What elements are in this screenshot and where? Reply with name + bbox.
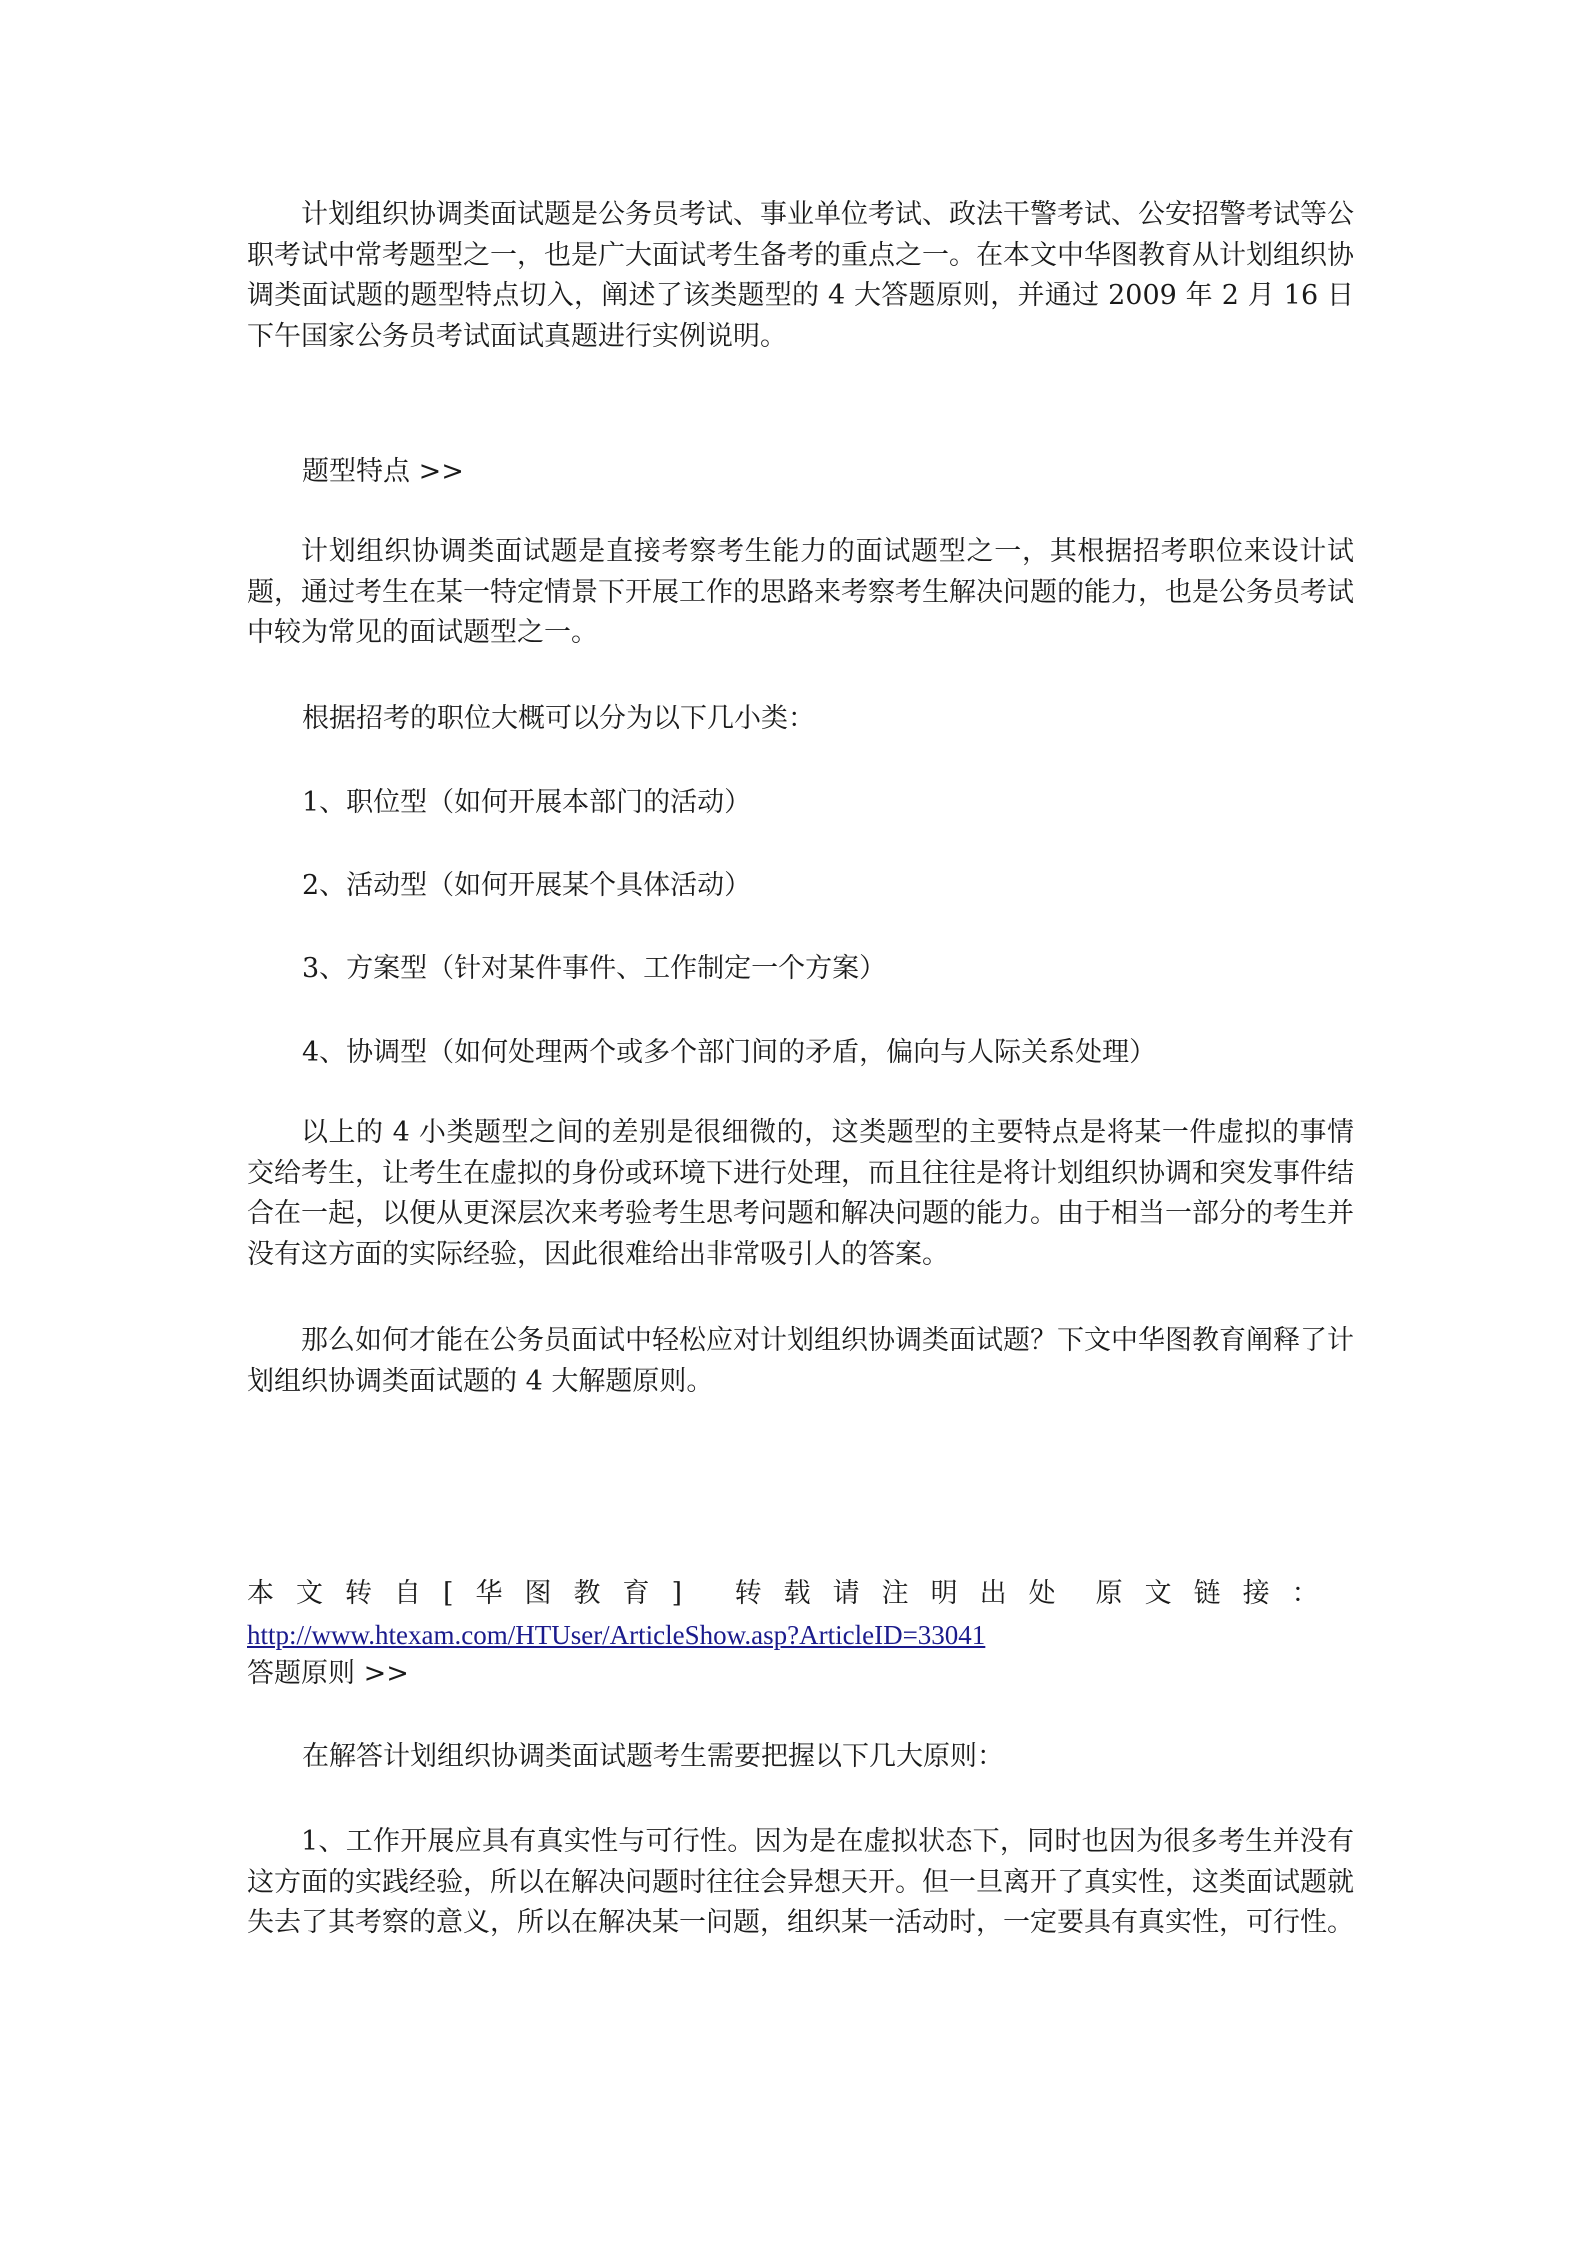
category-item: 3、方案型（针对某件事件、工作制定一个方案） xyxy=(302,953,887,984)
difference-paragraph: 以上的 4 小类题型之间的差别是很细微的，这类题型的主要特点是将某一件虚拟的事情交给考生，让考生在虚拟的身份或环境下进行处理，而且往往是将计划组织协调和突发事件结合在一起，以便从更深层次来考验考生思考问题和解决问题的能力。由于相当一部分的考生并没有这方面的实际经验，因此很难给出非常吸引人的答案。 xyxy=(247,1117,1354,1270)
section-heading-answer-principles: 答题原则 >> xyxy=(247,1658,409,1689)
question-features-paragraph: 计划组织协调类面试题是直接考察考生能力的面试题型之一，其根据招考职位来设计试题，通过考生在某一特定情景下开展工作的思路来考察考生解决问题的能力，也是公务员考试中较为常见的面试题型之一。 xyxy=(247,536,1354,648)
source-label: 本文转自[华图教育] 转载请注明出处 xyxy=(247,1578,1078,1609)
category-item: 2、活动型（如何开展某个具体活动） xyxy=(302,870,752,901)
category-item: 1、职位型（如何开展本部门的活动） xyxy=(302,787,752,818)
source-link-label: 原文链接： xyxy=(1095,1578,1341,1609)
source-link[interactable]: http://www.htexam.com/HTUser/ArticleShow.asp?ArticleID=33041 xyxy=(247,1620,986,1650)
category-item: 4、协调型（如何处理两个或多个部门间的矛盾，偏向与人际关系处理） xyxy=(302,1037,1157,1068)
source-attribution xyxy=(247,1575,1354,1613)
categories-intro: 根据招考的职位大概可以分为以下几小类： xyxy=(302,703,815,734)
section-heading-question-features: 题型特点 >> xyxy=(302,456,464,487)
transition-paragraph: 那么如何才能在公务员面试中轻松应对计划组织协调类面试题？下文中华图教育阐释了计划组织协调类面试题的 4 大解题原则。 xyxy=(247,1325,1354,1397)
principle-1-paragraph: 1、工作开展应具有真实性与可行性。因为是在虚拟状态下，同时也因为很多考生并没有这方面的实践经验，所以在解决问题时往往会异想天开。但一旦离开了真实性，这类面试题就失去了其考察的意义，所以在解决某一问题，组织某一活动时，一定要具有真实性，可行性。 xyxy=(247,1826,1354,1938)
principles-intro: 在解答计划组织协调类面试题考生需要把握以下几大原则： xyxy=(302,1741,1004,1772)
intro-paragraph: 计划组织协调类面试题是公务员考试、事业单位考试、政法干警考试、公安招警考试等公职考试中常考题型之一，也是广大面试考生备考的重点之一。在本文中华图教育从计划组织协调类面试题的题型特点切入，阐述了该类题型的 4 大答题原则，并通过 2009 年 2 月 16 日下午国家公务员考试面试真题进行实例说明。 xyxy=(247,199,1354,352)
